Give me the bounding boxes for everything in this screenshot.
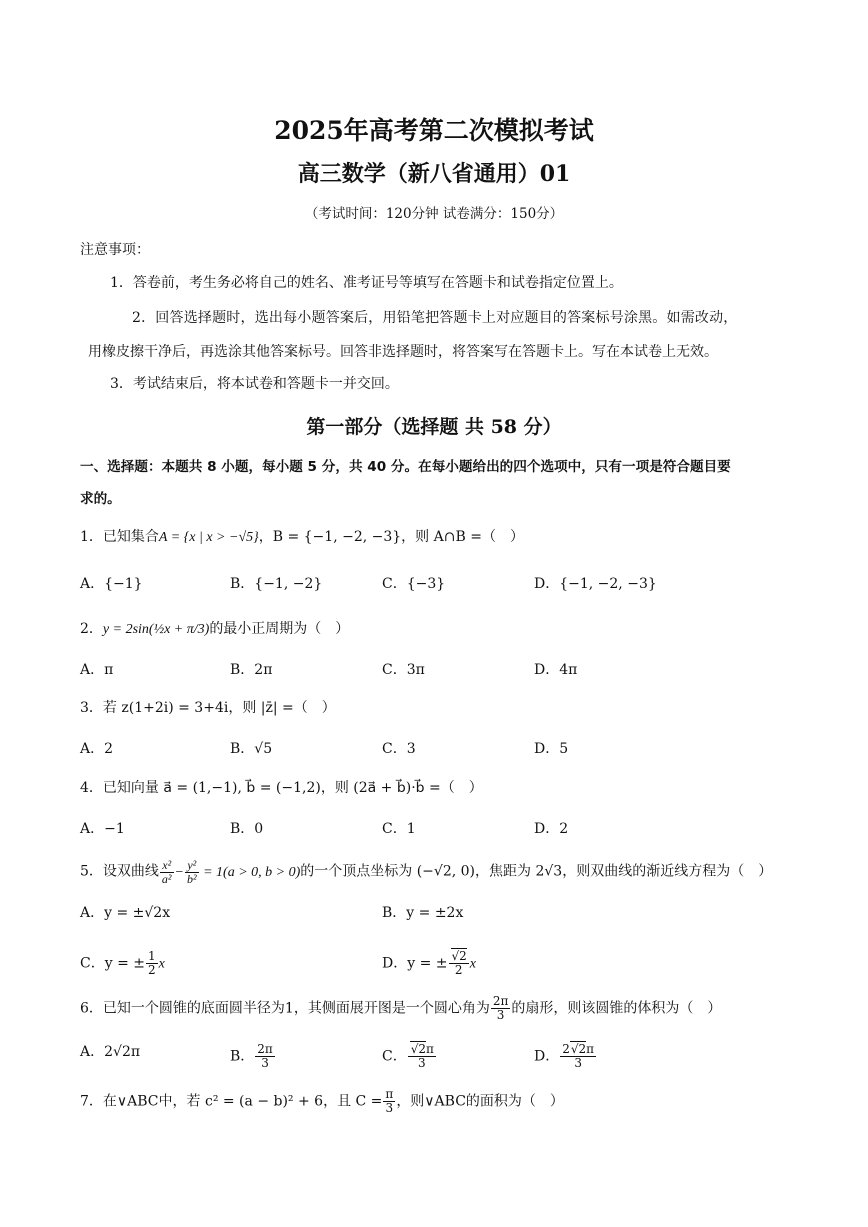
q2-suffix: 的最小正周期为（ ）	[209, 621, 350, 637]
q1-option-c: C．{−3}	[382, 576, 446, 592]
question-2	[80, 620, 349, 639]
q5-suffix: 的一个顶点坐标为 (−√2, 0)，焦距为 2√3，则双曲线的渐近线方程为（ ）	[300, 863, 773, 880]
exam-subtitle: 高三数学（新八省通用）01	[297, 161, 571, 187]
exam-info: （考试时间：120分钟 试卷满分：150分）	[304, 206, 564, 222]
question-7	[80, 1088, 564, 1115]
question-4: 4．已知向量 a⃗ = (1,−1), b⃗ = (−1,2)，则 (2a⃗ + b⃗)·b⃗ =（ ）	[80, 780, 483, 796]
q5-option-a: A．y = ±√2x	[80, 905, 171, 921]
q2-option-b: B．2π	[230, 662, 273, 678]
q1-prefix: 1．已知集合	[80, 529, 159, 545]
exam-title: 2025年高考第二次模拟考试	[274, 116, 594, 145]
q2-option-d: D．4π	[534, 662, 578, 678]
q7-suffix: ，则∨ABC的面积为（ ）	[396, 1093, 564, 1110]
q6-option-a: A．2√2π	[80, 1044, 141, 1060]
q1-option-a: A．{−1}	[80, 576, 143, 592]
q4-option-a: A．−1	[80, 821, 125, 837]
question-3: 3．若 z(1+2i) = 3+4i，则 |z̄| =（ ）	[80, 700, 336, 716]
question-6	[80, 995, 721, 1022]
q3-option-c: C．3	[382, 741, 416, 757]
q5-prefix: 5．设双曲线	[80, 863, 159, 880]
q5-hyperbola-formula: $\frac{\text{x²}}{\text{a²}}$ − $\frac{\text{y²}}{\text{b²}}$ = 1(a > 0, b > 0)	[161, 858, 301, 886]
note-item-2-cont: 用橡皮擦干净后，再选涂其他答案标号。回答非选择题时，将答案写在答题卡上。写在本试卷上无效。	[88, 344, 718, 360]
q6-option-b: B． $\frac{2\pi}{3}$	[230, 1042, 273, 1070]
q5-option-d: D．y = ± $\frac{√2}{2}$ x	[382, 949, 476, 977]
q6-prefix: 6．已知一个圆锥的底面圆半径为1，其侧面展开图是一个圆心角为	[80, 1000, 490, 1017]
q7-prefix: 7．在∨ABC中，若 c² = (a − b)² + 6，且 C =	[80, 1093, 383, 1110]
q4-option-d: D．2	[534, 821, 569, 837]
q2-formula: y = 2sin(½x + π/3)	[102, 622, 210, 637]
notes-heading: 注意事项：	[80, 242, 150, 258]
q2-option-a: A．π	[80, 662, 114, 678]
section-instruction-1: 一、选择题：本题共 8 小题，每小题 5 分，共 40 分。在每小题给出的四个选项中，只有一项是符合题目要	[80, 459, 731, 475]
q3-option-a: A．2	[80, 741, 114, 757]
section-instruction-2: 求的。	[80, 491, 121, 507]
q2-prefix: 2．	[80, 621, 103, 637]
q1-option-b: B．{−1, −2}	[230, 576, 323, 592]
q4-option-b: B．0	[230, 821, 264, 837]
q1-option-d: D．{−1, −2, −3}	[534, 576, 657, 592]
q2-option-c: C．3π	[382, 662, 425, 678]
section-title: 第一部分（选择题 共 58 分）	[306, 416, 562, 438]
q6-option-c: C． $\frac{√2\pi}{3}$	[382, 1042, 434, 1070]
q5-option-c: C．y = ± $\frac{1}{2}$ x	[80, 949, 165, 977]
q3-option-b: B．√5	[230, 741, 273, 757]
q6-option-d: D． $\frac{2√2\pi}{3}$	[534, 1042, 595, 1070]
q1-rest: ，B = {−1, −2, −3}，则 A∩B =（ ）	[258, 529, 524, 545]
note-item-1: 1．答卷前，考生务必将自己的姓名、准考证号等填写在答题卡和试卷指定位置上。	[110, 275, 623, 291]
question-1	[80, 528, 524, 547]
q5-option-b: B．y = ±2x	[382, 905, 464, 921]
note-item-2: 2．回答选择题时，选出每小题答案后，用铅笔把答题卡上对应题目的答案标号涂黑。如需改动，	[132, 310, 738, 326]
q1-set-a: A = {x | x > −√5}	[158, 530, 259, 545]
q3-option-d: D．5	[534, 741, 569, 757]
note-item-3: 3．考试结束后，将本试卷和答题卡一并交回。	[110, 376, 399, 392]
q7-angle: $\frac{\pi}{3}$	[385, 1087, 394, 1115]
q6-suffix: 的扇形，则该圆锥的体积为（ ）	[511, 1000, 722, 1017]
question-5	[80, 859, 772, 886]
q6-angle: $\frac{2\pi}{3}$	[492, 994, 509, 1022]
q4-option-c: C．1	[382, 821, 416, 837]
